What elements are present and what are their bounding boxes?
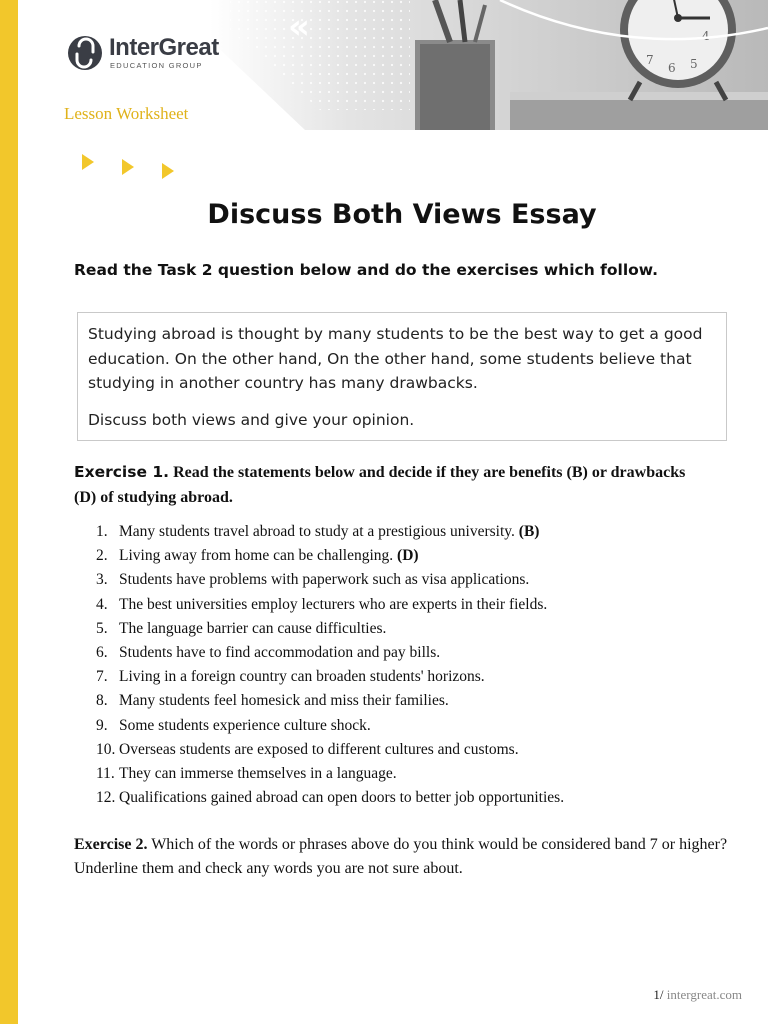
svg-text:5: 5 xyxy=(690,57,698,71)
svg-text:4: 4 xyxy=(702,29,710,43)
list-item: 3. Students have problems with paperwork such as visa applications. xyxy=(96,571,530,589)
list-item: 9. Some students experience culture shock. xyxy=(96,716,371,734)
side-accent-bar xyxy=(0,0,18,1024)
list-item: 1. Many students travel abroad to study at a prestigious university. (B) xyxy=(96,523,540,540)
list-item: 7. Living in a foreign country can broaden students' horizons. xyxy=(96,668,485,686)
prompt-text: Studying abroad is thought by many students to be the best way to get a good education. On the other hand, On the other hand, some students believe that studying in another country has many drawbacks. xyxy=(88,325,703,392)
answer-label: (B) xyxy=(518,523,540,540)
list-item: 8. Many students feel homesick and miss their families. xyxy=(96,692,449,710)
logo-tagline: EDUCATION GROUP xyxy=(110,61,203,70)
exercise-2 xyxy=(74,833,734,881)
svg-text:6: 6 xyxy=(668,61,676,75)
prompt-question: Discuss both views and give your opinion. xyxy=(88,410,415,429)
arrow-right-icon xyxy=(122,159,134,175)
decorative-arrows xyxy=(82,154,192,180)
list-item: 10. Overseas students are exposed to different cultures and customs. xyxy=(96,740,519,758)
svg-text:7: 7 xyxy=(646,53,654,67)
list-item: 4. The best universities employ lecturers who are experts in their fields. xyxy=(96,595,548,613)
list-item: 6. Students have to find accommodation and pay bills. xyxy=(96,644,441,662)
lesson-subtitle: Lesson Worksheet xyxy=(64,104,189,123)
list-item: 2. Living away from home can be challenging. (D) xyxy=(96,547,419,565)
alarm-clock-icon xyxy=(620,0,736,100)
statement-list xyxy=(96,520,564,810)
task-instruction: Read the Task 2 question below and do the exercises which follow. xyxy=(74,261,659,279)
page-footer xyxy=(653,987,742,1003)
header-photo xyxy=(210,0,768,130)
list-item: 11. They can immerse themselves in a language. xyxy=(96,765,397,783)
exercise-1-heading xyxy=(74,460,694,510)
list-item: 5. The language barrier can cause difficulties. xyxy=(96,619,387,637)
arrow-right-icon xyxy=(162,163,174,179)
footer-site-link[interactable]: intergreat.com xyxy=(666,987,742,1002)
page-number: 1/ xyxy=(653,987,664,1002)
logo-name: InterGreat xyxy=(109,34,219,61)
exercise-1-text: Read the statements below and decide if they are benefits (B) or drawbacks (D) of studying abroad. xyxy=(74,464,686,506)
answer-label: (D) xyxy=(397,547,419,565)
task-prompt-box xyxy=(77,312,727,441)
intergreat-logo xyxy=(68,34,228,74)
list-item: 12. Qualifications gained abroad can open doors to better job opportunities. xyxy=(96,789,565,807)
page-title: Discuss Both Views Essay xyxy=(207,199,597,230)
exercise-2-text: Which of the words or phrases above do you think would be considered band 7 or higher? Underline them and check any words you are not sure about. xyxy=(74,836,728,877)
arrow-right-icon xyxy=(82,154,94,170)
chevron-left-icon: « xyxy=(288,7,310,47)
logo-mark-icon xyxy=(68,36,102,70)
exercise-2-label: Exercise 2. xyxy=(74,836,148,853)
exercise-1-label: Exercise 1. xyxy=(74,463,170,481)
